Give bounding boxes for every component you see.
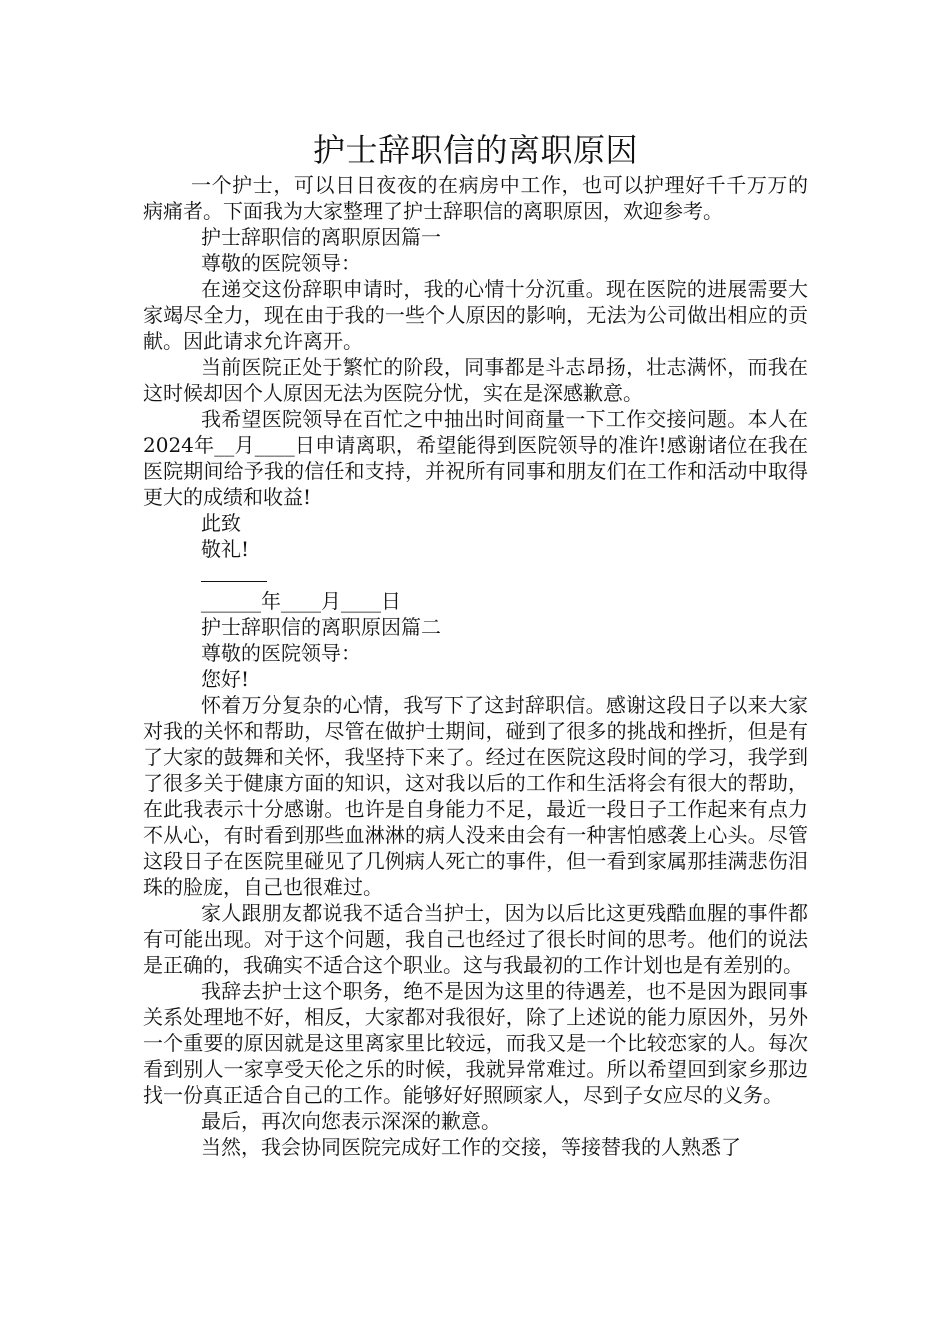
intro-paragraph: 一个护士，可以日日夜夜的在病房中工作，也可以护理好千千万万的病痛者。下面我为大家整理了护士辞职信的离职原因，欢迎参考。 [143, 173, 808, 223]
section1-closing-2: 敬礼! [201, 537, 250, 561]
section2-paragraph-2: 家人跟朋友都说我不适合当护士，因为以后比这更残酷血腥的事件都有可能出现。对于这个问题，我自己也经过了很长时间的思考。他们的说法是正确的，我确实不适合这个职业。这与我最初的工作计划也是有差别的。 [143, 901, 808, 977]
signature-line [143, 562, 808, 588]
document-title: 护士辞职信的离职原因 [312, 131, 638, 169]
section2-heading: 护士辞职信的离职原因篇二 [201, 615, 441, 639]
section2-paragraph-5: 当然，我会协同医院完成好工作的交接，等接替我的人熟悉了 [201, 1135, 741, 1159]
section2-paragraph-3: 我辞去护士这个职务，绝不是因为这里的待遇差，也不是因为跟同事关系处理地不好，相反，大家都对我很好，除了上述说的能力原因外，另外一个重要的原因就是这里离家里比较远，而我又是一个比较恋家的人。每次看到别人一家享受天伦之乐的时候，我就异常难过。所以希望回到家乡那边找一份真正适合自己的工作。能够好好照顾家人，尽到子女应尽的义务。 [143, 979, 808, 1107]
section1-date-line: ______年____月____日 [201, 589, 401, 613]
section1-heading: 护士辞职信的离职原因篇一 [201, 225, 441, 249]
section1-paragraph-1: 在递交这份辞职申请时，我的心情十分沉重。现在医院的进展需要大家竭尽全力，现在由于我的一些个人原因的影响，无法为公司做出相应的贡献。因此请求允许离开。 [143, 277, 808, 353]
section2-paragraph-1: 怀着万分复杂的心情，我写下了这封辞职信。感谢这段日子以来大家对我的关怀和帮助，尽管在做护士期间，碰到了很多的挑战和挫折，但是有了大家的鼓舞和关怀，我坚持下来了。经过在医院这段时间的学习，我学到了很多关于健康方面的知识，这对我以后的工作和生活将会有很大的帮助，在此我表示十分感谢。也许是自身能力不足，最近一段日子工作起来有点力不从心，有时看到那些血淋淋的病人没来由会有一种害怕感袭上心头。尽管这段日子在医院里碰见了几例病人死亡的事件，但一看到家属那挂满悲伤泪珠的脸庞，自己也很难过。 [143, 693, 808, 899]
section1-paragraph-3: 我希望医院领导在百忙之中抽出时间商量一下工作交接问题。本人在2024年__月____日申请离职，希望能得到医院领导的准许!感谢诸位在我在医院期间给予我的信任和支持，并祝所有同事和朋友们在工作和活动中取得更大的成绩和收益! [143, 407, 808, 509]
section2-hello: 您好! [201, 667, 250, 691]
section1-paragraph-2: 当前医院正处于繁忙的阶段，同事都是斗志昂扬，壮志满怀，而我在这时候却因个人原因无法为医院分忧，实在是深感歉意。 [143, 355, 808, 405]
section1-greeting: 尊敬的医院领导： [201, 251, 361, 275]
document-page [143, 128, 808, 1160]
section2-paragraph-4: 最后，再次向您表示深深的歉意。 [201, 1109, 501, 1133]
section2-greeting: 尊敬的医院领导： [201, 641, 361, 665]
section1-closing-1: 此致 [201, 511, 241, 535]
signature-underline [201, 563, 267, 582]
